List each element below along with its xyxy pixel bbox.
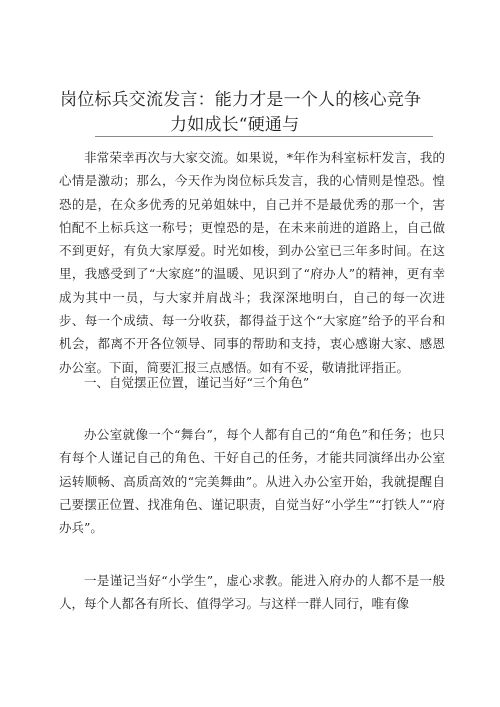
paragraph-point-one: 一是谨记当好“小学生”，虚心求教。能进入府办的人都不是一般人，每个人都各有所长、值得学习。与这样一群人同行，唯有像 xyxy=(59,573,445,612)
title-line-2: 力如成长“硬通与 xyxy=(170,115,300,135)
title-line-1: 岗位标兵交流发言：能力才是一个人的核心竞争 xyxy=(60,90,422,110)
paragraph-office-stage: 办公室就像一个“舞台”，每个人都有自己的“角色”和任务；也只有每个人谨记自己的角色、干好自己的任务，才能共同演绎出办公室运转顺畅、高质高效的“完美舞曲”。从进入办公室开始，我就提醒自己要摆正位置、找准角色、谨记职责，自觉当好“小学生”“打铁人”“府办兵”。 xyxy=(59,427,445,536)
paragraph-intro: 非常荣幸再次与大家交流。如果说，*年作为科室标杆发言，我的心情是激动；那么，今天作为岗位标兵发言，我的心情则是惶恐。惶恐的是，在众多优秀的兄弟姐妹中，自己并不是最优秀的那一个，害怕配不上标兵这一称号；更惶恐的是，在未来前进的道路上，自己做不到更好，有负大家厚爱。时光如梭，到办公室已三年多时间。在这里，我感受到了“大家庭”的温暖、见识到了“府办人”的精神，更有幸成为其中一员，与大家并肩战斗；我深深地明白，自己的每一次进步、每一个成绩、每一分收获，都得益于这个“大家庭”给予的平台和机会，都离不开各位领导、同事的帮助和支持，衷心感谢大家、感恩办公室。下面，简要汇报三点感悟。如有不妥，敬请批评指正。 xyxy=(59,150,445,375)
section-heading-1: 一、自觉摆正位置，谨记当好“三个角色” xyxy=(84,375,310,390)
title-divider xyxy=(95,136,433,137)
document-title xyxy=(60,88,440,138)
